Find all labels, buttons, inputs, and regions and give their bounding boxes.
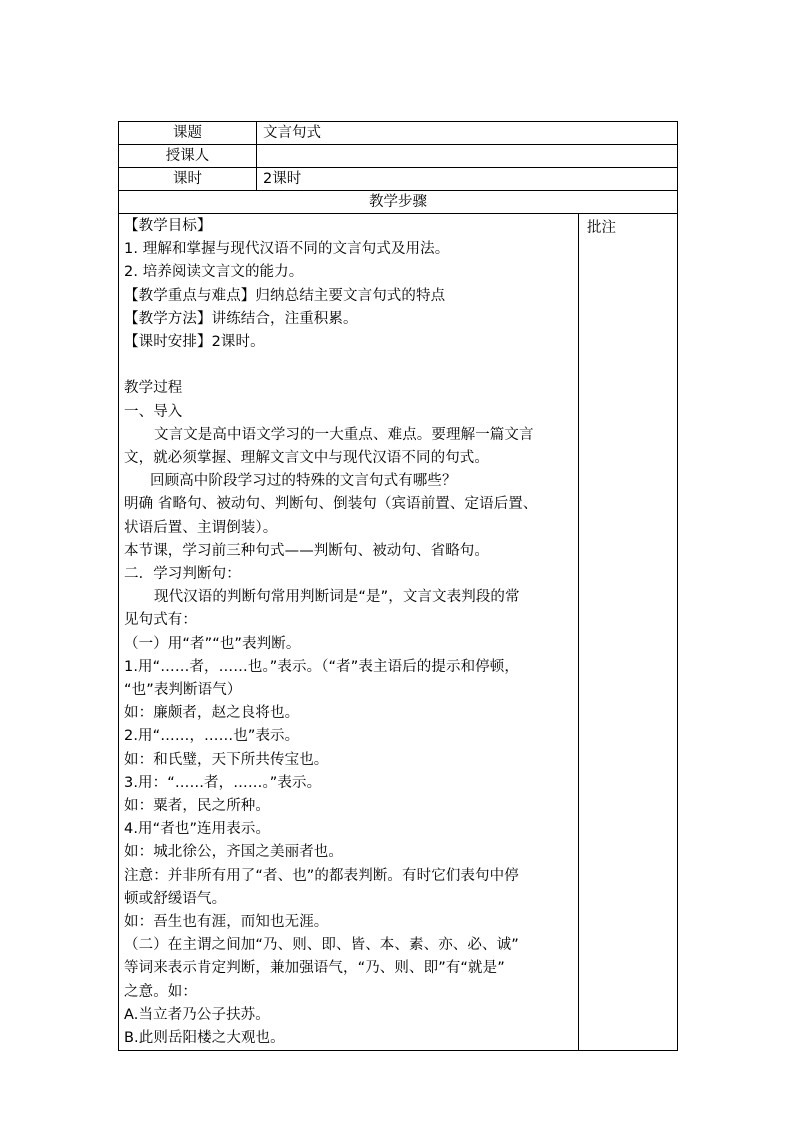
- content-line: 一、导入: [124, 403, 183, 420]
- content-line: 4.用“者也”连用表示。: [124, 821, 271, 838]
- content-line: 回顾高中阶段学习过的特殊的文言句式有哪些？: [150, 473, 457, 490]
- content-line: 【教学目标】: [124, 218, 212, 234]
- content-line: 如：吾生也有涯，而知也无涯。: [124, 914, 329, 931]
- content-line: A.当立者乃公子扶苏。: [124, 1006, 270, 1023]
- content-line: 等词来表示肯定判断，兼加强语气，“乃、则、即”有“就是”: [124, 960, 505, 977]
- teacher-label: 授课人: [119, 145, 257, 168]
- teacher-value: [257, 145, 678, 168]
- content-line: 【教学方法】讲练结合，注重积累。: [124, 310, 358, 327]
- hours-row: [119, 168, 678, 191]
- content-line: （二）在主谓之间加“乃、则、即、皆、本、素、亦、必、诚”: [124, 937, 519, 954]
- content-line: 明确 省略句、被动句、判断句、倒装句（宾语前置、定语后置、: [124, 496, 538, 513]
- lesson-plan-sheet: [118, 121, 677, 1051]
- title-value: 文言句式: [257, 122, 678, 145]
- teacher-row: [119, 145, 678, 168]
- content-line: “也”表判断语气）: [124, 682, 242, 699]
- title-label: 课题: [119, 122, 257, 145]
- content-line: 见句式有：: [124, 612, 197, 629]
- lesson-plan-table: [118, 121, 678, 1051]
- content-line: 2. 培养阅读文言文的能力。: [124, 264, 304, 281]
- blank-line: [124, 354, 573, 377]
- content-line: 状语后置、主谓倒装）。: [124, 519, 278, 536]
- notes-heading: 批注: [587, 220, 616, 236]
- notes-column: [579, 214, 678, 1051]
- hours-value: 2课时: [257, 168, 678, 191]
- title-row: [119, 122, 678, 145]
- content-line: B.此则岳阳楼之大观也。: [124, 1030, 285, 1047]
- content-line: 注意：并非所有用了“者、也”的都表判断。有时它们表句中停: [124, 867, 519, 884]
- content-line: 教学过程: [124, 380, 183, 397]
- teaching-content: [119, 214, 579, 1051]
- content-line: 1.用“……者，……也。”表示。（“者”表主语后的提示和停顿，: [124, 658, 519, 675]
- body-row: [119, 214, 678, 1051]
- content-line: 二．学习判断句：: [124, 566, 241, 583]
- content-line: （一）用“者”“也”表判断。: [124, 635, 301, 652]
- content-line: 如：城北徐公，齐国之美丽者也。: [124, 844, 343, 861]
- content-line: 文，就必须掌握、理解文言文中与现代汉语不同的句式。: [124, 450, 489, 467]
- steps-heading-row: [119, 191, 678, 214]
- content-line: 现代汉语的判断句常用判断词是“是”，文言文表判段的常: [154, 589, 520, 606]
- steps-heading: 教学步骤: [119, 191, 678, 214]
- content-line: 2.用“……，……也”表示。: [124, 728, 300, 745]
- content-line: 如：粟者，民之所种。: [124, 798, 270, 815]
- hours-label: 课时: [119, 168, 257, 191]
- content-line: 【课时安排】2课时。: [124, 334, 265, 351]
- content-line: 顿或舒缓语气。: [124, 890, 227, 907]
- content-line: 本节课，学习前三种句式——判断句、被动句、省略句。: [124, 542, 489, 559]
- content-line: 3.用：“……者，……。”表示。: [124, 774, 322, 791]
- content-line: 【教学重点与难点】归纳总结主要文言句式的特点: [124, 287, 446, 304]
- content-line: 如：廉颇者，赵之良将也。: [124, 705, 300, 722]
- content-block: [119, 214, 578, 1050]
- content-line: 1. 理解和掌握与现代汉语不同的文言句式及用法。: [124, 241, 450, 258]
- content-line: 如：和氏璧，天下所共传宝也。: [124, 751, 329, 768]
- content-line: 文言文是高中语文学习的一大重点、难点。要理解一篇文言: [154, 426, 534, 443]
- content-line: 之意。如：: [124, 983, 197, 1000]
